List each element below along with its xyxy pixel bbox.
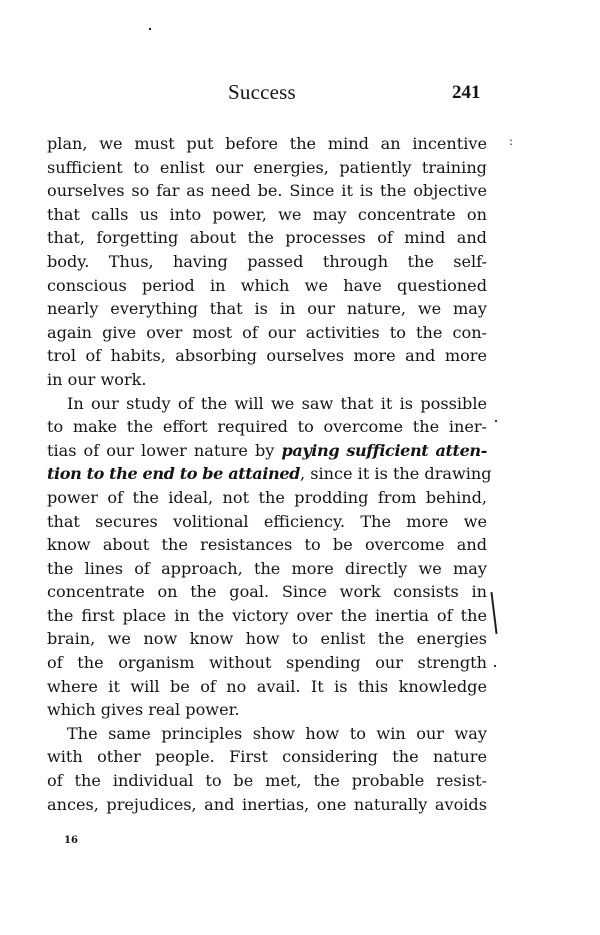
text-line	[47, 156, 487, 180]
text-line	[47, 675, 487, 699]
paragraph	[47, 132, 487, 392]
text-run: in our work.	[47, 369, 147, 389]
text-line	[47, 722, 487, 746]
text-line	[47, 486, 487, 510]
text-line	[47, 510, 487, 534]
text-run: again give over most of our activities to the con-	[47, 322, 487, 342]
text-line	[47, 604, 487, 628]
text-line	[47, 533, 487, 557]
text-run: The same principles show how to win our way	[67, 723, 487, 743]
margin-bracket-mark	[490, 592, 497, 634]
text-run: , since it is the drawing	[300, 464, 492, 484]
text-run: with other people. First considering the nature	[47, 747, 487, 767]
text-run: nearly everything that is in our nature, we may	[47, 299, 487, 319]
text-line	[47, 321, 487, 345]
text-line	[47, 203, 487, 227]
text-line	[47, 226, 487, 250]
text-run: power of the ideal, not the prodding from behind,	[47, 487, 487, 507]
text-run: concentrate on the goal. Since work consists in	[47, 582, 487, 602]
text-line	[47, 439, 487, 463]
text-line	[47, 769, 487, 793]
text-line	[47, 580, 487, 604]
page-number: 241	[452, 82, 481, 103]
emphasized-text: tion to the end to be attained	[47, 464, 301, 484]
signature-mark: 16	[64, 835, 78, 846]
text-line	[47, 250, 487, 274]
text-run: ourselves so far as need be. Since it is the objective	[47, 181, 487, 201]
running-title: Success	[228, 80, 296, 104]
text-line	[47, 415, 487, 439]
paragraph	[47, 392, 492, 722]
text-line	[47, 274, 487, 298]
text-run: body. Thus, having passed through the self-	[47, 251, 487, 271]
text-run: trol of habits, absorbing ourselves more and more	[47, 346, 487, 366]
text-line	[47, 793, 487, 817]
text-run: to make the effort required to overcome the iner-	[47, 417, 487, 437]
margin-colon-mark: :	[509, 134, 514, 148]
emphasized-text: paying sufficient atten-	[281, 440, 487, 460]
text-run: know about the resistances to be overcome and	[47, 535, 487, 555]
margin-dot-mark	[494, 665, 496, 667]
text-run: tias of our lower nature by	[47, 440, 282, 460]
text-run: of the organism without spending our strength	[47, 653, 487, 673]
text-run: conscious period in which we have questioned	[47, 275, 487, 295]
text-run: the lines of approach, the more directly we may	[47, 558, 487, 578]
text-run: In our study of the will we saw that it is possible	[67, 393, 487, 413]
body-text	[47, 132, 492, 816]
text-line	[47, 179, 487, 203]
margin-dot-mark	[495, 420, 497, 422]
text-run: plan, we must put before the mind an incentive	[47, 134, 487, 153]
text-run: brain, we now know how to enlist the energies	[47, 629, 487, 649]
text-line	[47, 462, 492, 486]
text-line	[47, 344, 487, 368]
scan-speck	[149, 28, 151, 30]
text-run: where it will be of no avail. It is this knowledge	[47, 676, 487, 696]
text-run: that calls us into power, we may concentrate on	[47, 204, 487, 224]
text-run: that secures volitional efficiency. The more we	[47, 511, 487, 531]
paragraph	[47, 722, 487, 816]
text-run: that, forgetting about the processes of mind and	[47, 228, 487, 248]
text-line	[47, 745, 487, 769]
text-run: which gives real power.	[47, 700, 240, 720]
text-line	[47, 297, 487, 321]
text-line	[47, 651, 487, 675]
running-head	[0, 80, 600, 106]
text-line	[47, 368, 487, 392]
text-run: ances, prejudices, and inertias, one naturally avoids	[47, 794, 487, 814]
text-run: the first place in the victory over the inertia of the	[47, 605, 487, 625]
text-run: sufficient to enlist our energies, patiently training	[47, 157, 487, 177]
text-line	[47, 392, 487, 416]
text-line	[47, 557, 487, 581]
text-line	[47, 132, 487, 156]
text-line	[47, 698, 487, 722]
text-line	[47, 627, 487, 651]
text-run: of the individual to be met, the probable resist-	[47, 771, 487, 791]
